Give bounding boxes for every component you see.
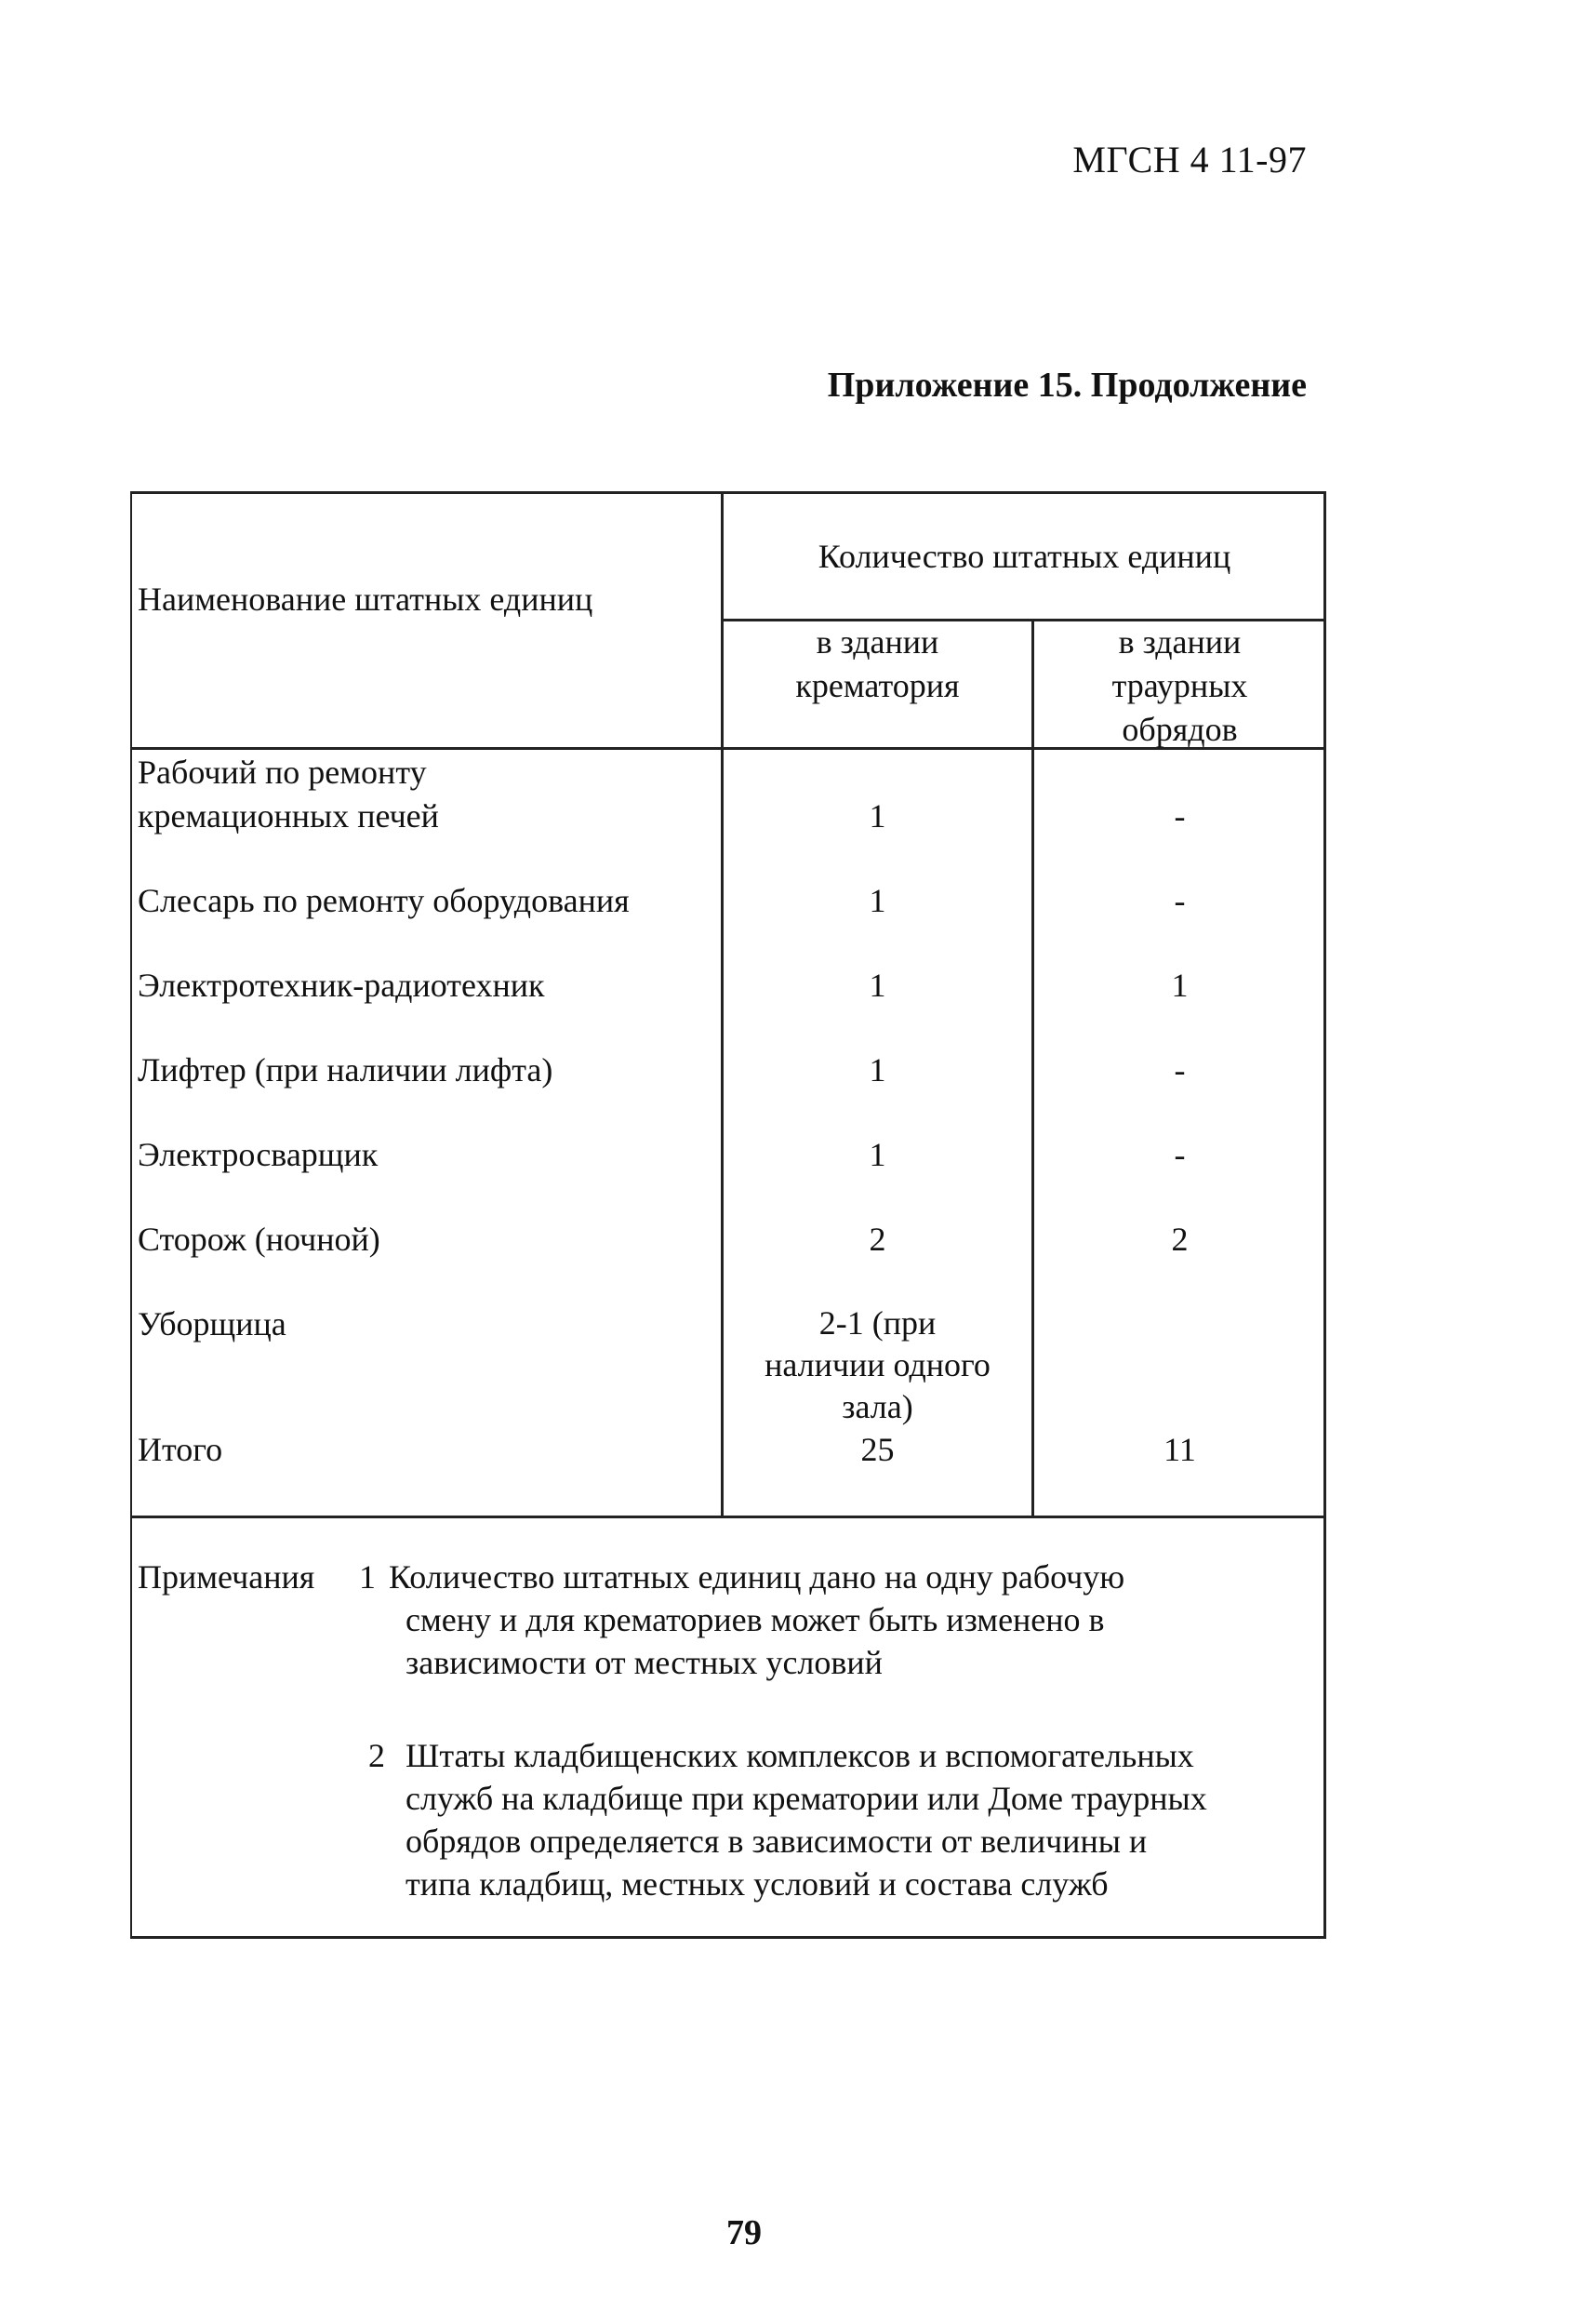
table-row-name: Электросварщик	[138, 1136, 379, 1173]
table-cell-mourning: -	[1174, 1051, 1186, 1089]
column-header-mourning-line2: траурных	[1111, 667, 1248, 704]
note-line: смену и для крематориев может быть изменено в	[406, 1601, 1105, 1638]
page-number: 79	[726, 2213, 762, 2252]
table-row-name: Сторож (ночной)	[138, 1221, 380, 1258]
table-cell-mourning: 2	[1171, 1221, 1189, 1258]
row-name-line: кремационных печей	[138, 797, 439, 835]
column-header-crematorium-line1: в здании	[816, 623, 939, 661]
table-cell-crematorium: 1	[869, 967, 886, 1004]
column-header-crematorium-line2: крематория	[795, 667, 960, 704]
table-row-name: Электротехник-радиотехник	[138, 967, 545, 1004]
table-cell-crematorium: 1	[869, 797, 886, 835]
column-header-crematorium	[724, 621, 1031, 708]
table-cell-crematorium: 1	[869, 1136, 886, 1173]
note-line: обрядов определяется в зависимости от величины и	[406, 1823, 1148, 1860]
table-cell-crematorium: 1	[869, 1051, 886, 1089]
note-line: служб на кладбище при крематории или Доме траурных	[406, 1780, 1207, 1817]
note-line: типа кладбищ, местных условий и состава служб	[406, 1865, 1109, 1903]
note-line: Количество штатных единиц дано на одну рабочую	[389, 1558, 1125, 1596]
appendix-title: Приложение 15. Продолжение	[827, 366, 1307, 405]
table-row-total-name: Итого	[138, 1431, 223, 1468]
table-row-name: Слесарь по ремонту оборудования	[138, 882, 630, 919]
notes-section	[130, 1518, 1326, 1939]
table-cell-mourning: -	[1174, 1136, 1186, 1173]
table-cell-crematorium: 1	[869, 882, 886, 919]
notes-label: Примечания	[138, 1558, 315, 1596]
table-cell-crematorium-total: 25	[860, 1431, 895, 1468]
note-2	[406, 1734, 1207, 1905]
row-name-line: Рабочий по ремонту	[138, 754, 427, 791]
column-header-mourning-line3: обрядов	[1122, 711, 1238, 748]
table-row-name	[138, 751, 439, 838]
table-row-name: Лифтер (при наличии лифта)	[138, 1051, 553, 1089]
table-cell-crematorium: 2	[869, 1221, 886, 1258]
document-code: МГСН 4 11-97	[1072, 139, 1307, 180]
cell-line: 2-1 (при	[818, 1304, 937, 1342]
note-1-number: 1	[359, 1558, 376, 1596]
note-1	[389, 1556, 1124, 1684]
table-cell-mourning: -	[1174, 882, 1186, 919]
staff-table	[130, 491, 1326, 1518]
table-cell-mourning: 1	[1171, 967, 1189, 1004]
table-cell-crematorium	[724, 1302, 1031, 1428]
column-header-name: Наименование штатных единиц	[138, 581, 593, 618]
column-header-mourning	[1034, 621, 1325, 752]
cell-line: наличии одного	[765, 1346, 991, 1383]
table-cell-mourning-total: 11	[1163, 1431, 1196, 1468]
table-cell-mourning: -	[1174, 797, 1186, 835]
note-2-number: 2	[368, 1737, 385, 1774]
column-group-header: Количество штатных единиц	[818, 538, 1231, 575]
note-line: Штаты кладбищенских комплексов и вспомогательных	[406, 1737, 1194, 1774]
note-line: зависимости от местных условий	[406, 1644, 883, 1681]
cell-line: зала)	[842, 1388, 913, 1425]
column-header-mourning-line1: в здании	[1118, 623, 1242, 661]
table-row-name: Уборщица	[138, 1305, 286, 1342]
